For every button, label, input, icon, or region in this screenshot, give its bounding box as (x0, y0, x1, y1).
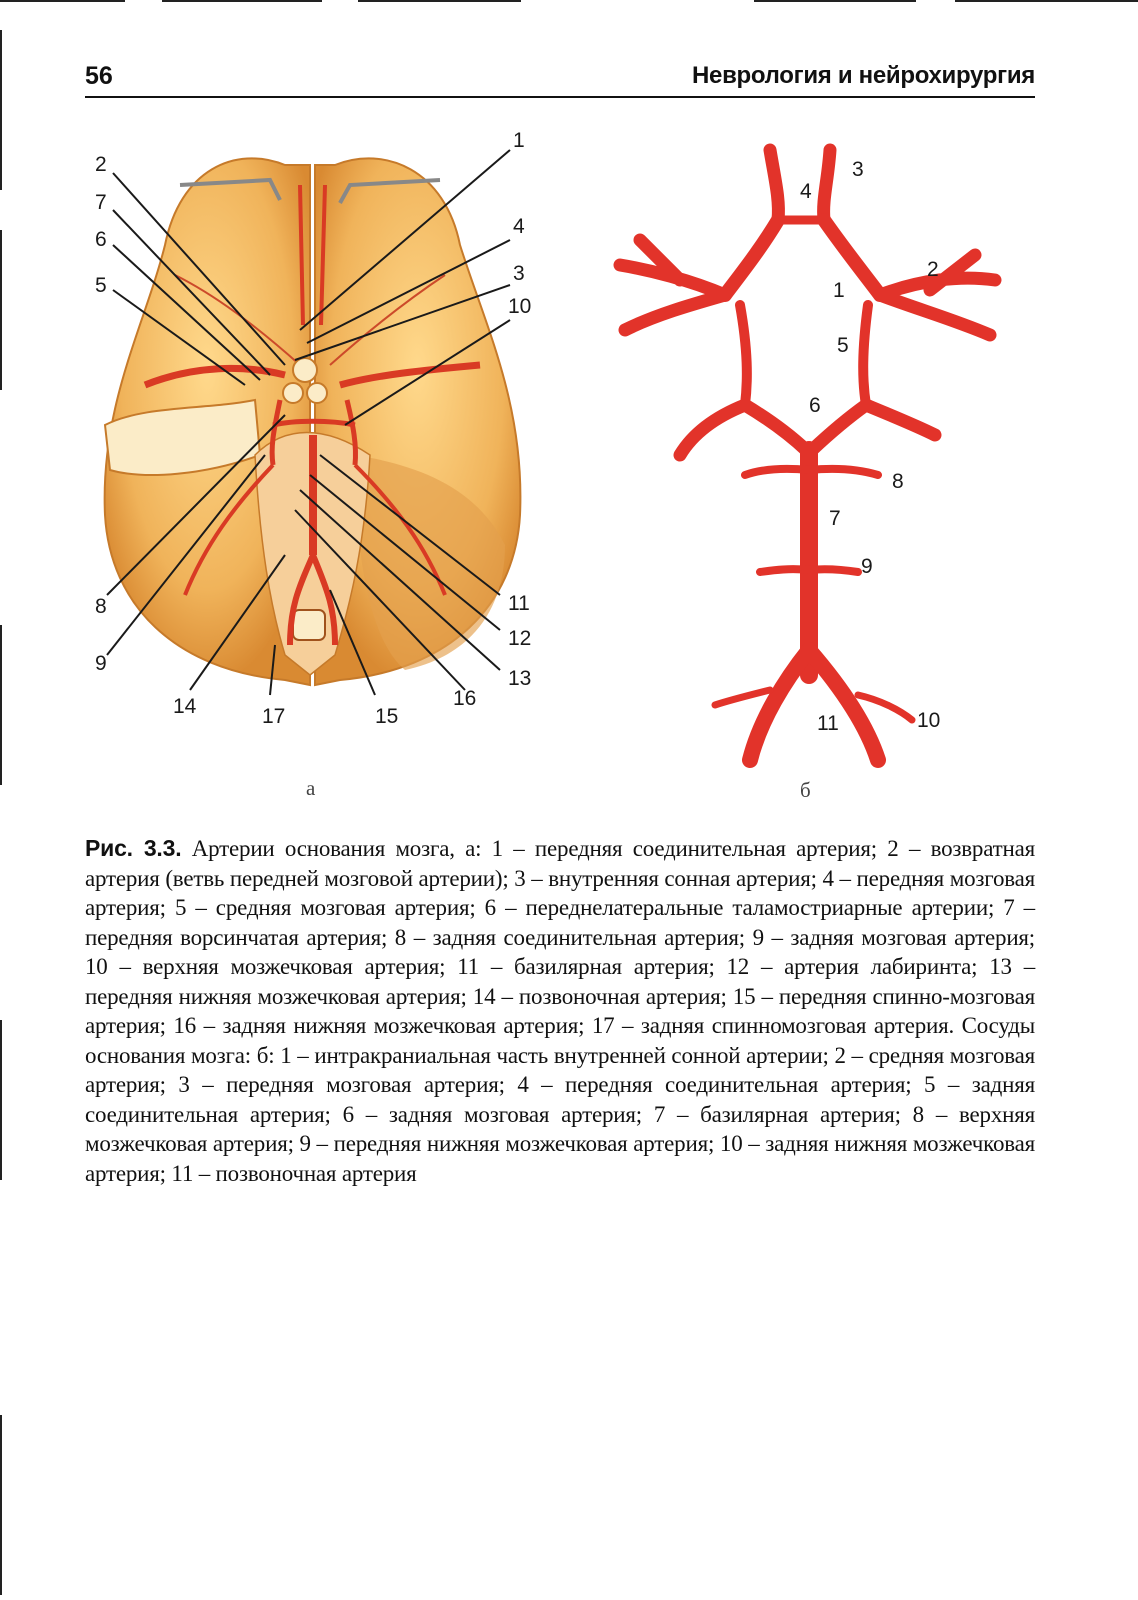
scan-artifact-left (0, 30, 2, 190)
callout-a-12: 12 (508, 627, 532, 650)
callout-a-14: 14 (173, 695, 197, 718)
callout-a-5: 5 (95, 274, 107, 297)
callout-b-11: 11 (817, 712, 839, 735)
callout-a-10: 10 (508, 295, 532, 318)
scan-artifact-left (0, 1415, 2, 1595)
callout-b-5: 5 (837, 334, 849, 357)
figure-panel-a (85, 125, 555, 735)
caption-text: Артерии основания мозга, а: 1 – передняя соединительная артерия; 2 – возвратная артерия (ветвь передней мозговой артерии); 3 – внутренняя сонная артерия; 4 – передняя мозговая артерия; 5 – средняя мозговая артерия; 6 – переднелатеральные таламостриарные артерии; 7 – передняя ворсинчатая артерия; 8 – задняя соединительная артерия; 9 – задняя мозговая артерия; 10 – верхняя мозжечковая артерия; 11 – базилярная артерия; 12 – артерия лабиринта; 13 – передняя нижняя мозжечковая артерия; 14 – позвоночная артерия; 15 – передняя спинно-мозговая артерия; 16 – задняя нижняя мозжечковая артерия; 17 – задняя спинномозговая артерия. Сосуды основания мозга: б: 1 – интракраниальная часть внутренней сонной артерии; 2 – средняя мозговая артерия; 3 – передняя мозговая артерия; 4 – передняя соединительная артерия; 5 – задняя соединительная артерия; 6 – задняя мозговая артерия; 7 – базилярная артерия; 8 – верхняя мозжечковая артерия; 9 – передняя нижняя мозжечковая артерия; 10 – задняя нижняя мозжечковая артерия; 11 – позвоночная артерия (85, 836, 1035, 1186)
page-number: 56 (85, 62, 113, 90)
callout-b-9: 9 (861, 555, 873, 578)
callout-a-16: 16 (453, 687, 477, 710)
callout-a-13: 13 (508, 667, 532, 690)
running-header (85, 60, 1035, 98)
callout-b-4: 4 (800, 180, 812, 203)
running-title: Неврология и нейрохирургия (691, 62, 1035, 89)
panel-label-b: б (800, 778, 811, 802)
scan-artifact-left (0, 1020, 2, 1180)
callout-b-6: 6 (809, 394, 821, 417)
scan-artifact-top (162, 0, 322, 2)
figure-caption (85, 834, 1035, 1188)
scan-artifact-top (0, 0, 125, 2)
figure-panel-b (600, 130, 1020, 770)
callout-a-8: 8 (95, 595, 107, 618)
callout-b-10: 10 (917, 709, 941, 732)
scan-artifact-left (0, 625, 2, 785)
scan-artifact-top (754, 0, 916, 2)
callout-b-1: 1 (833, 279, 845, 302)
callout-b-7: 7 (829, 507, 841, 530)
panel-label-a: а (306, 776, 316, 800)
callout-a-3: 3 (513, 262, 525, 285)
callout-a-4: 4 (513, 215, 525, 238)
callout-a-15: 15 (375, 705, 399, 728)
callout-b-8: 8 (892, 470, 904, 493)
callout-a-2: 2 (95, 153, 107, 176)
callout-a-1: 1 (513, 129, 525, 152)
artery-schematic (620, 150, 995, 760)
callout-a-7: 7 (95, 191, 107, 214)
scan-artifact-left (0, 230, 2, 390)
callout-a-11: 11 (508, 592, 530, 615)
callout-b-2: 2 (927, 258, 939, 281)
callout-a-17: 17 (262, 705, 286, 728)
caption-label: Рис. 3.3. (85, 835, 182, 861)
callout-a-6: 6 (95, 228, 107, 251)
scan-artifact-top (358, 0, 521, 2)
scan-artifact-top (955, 0, 1138, 2)
callout-a-9: 9 (95, 652, 107, 675)
callout-b-3: 3 (852, 158, 864, 181)
